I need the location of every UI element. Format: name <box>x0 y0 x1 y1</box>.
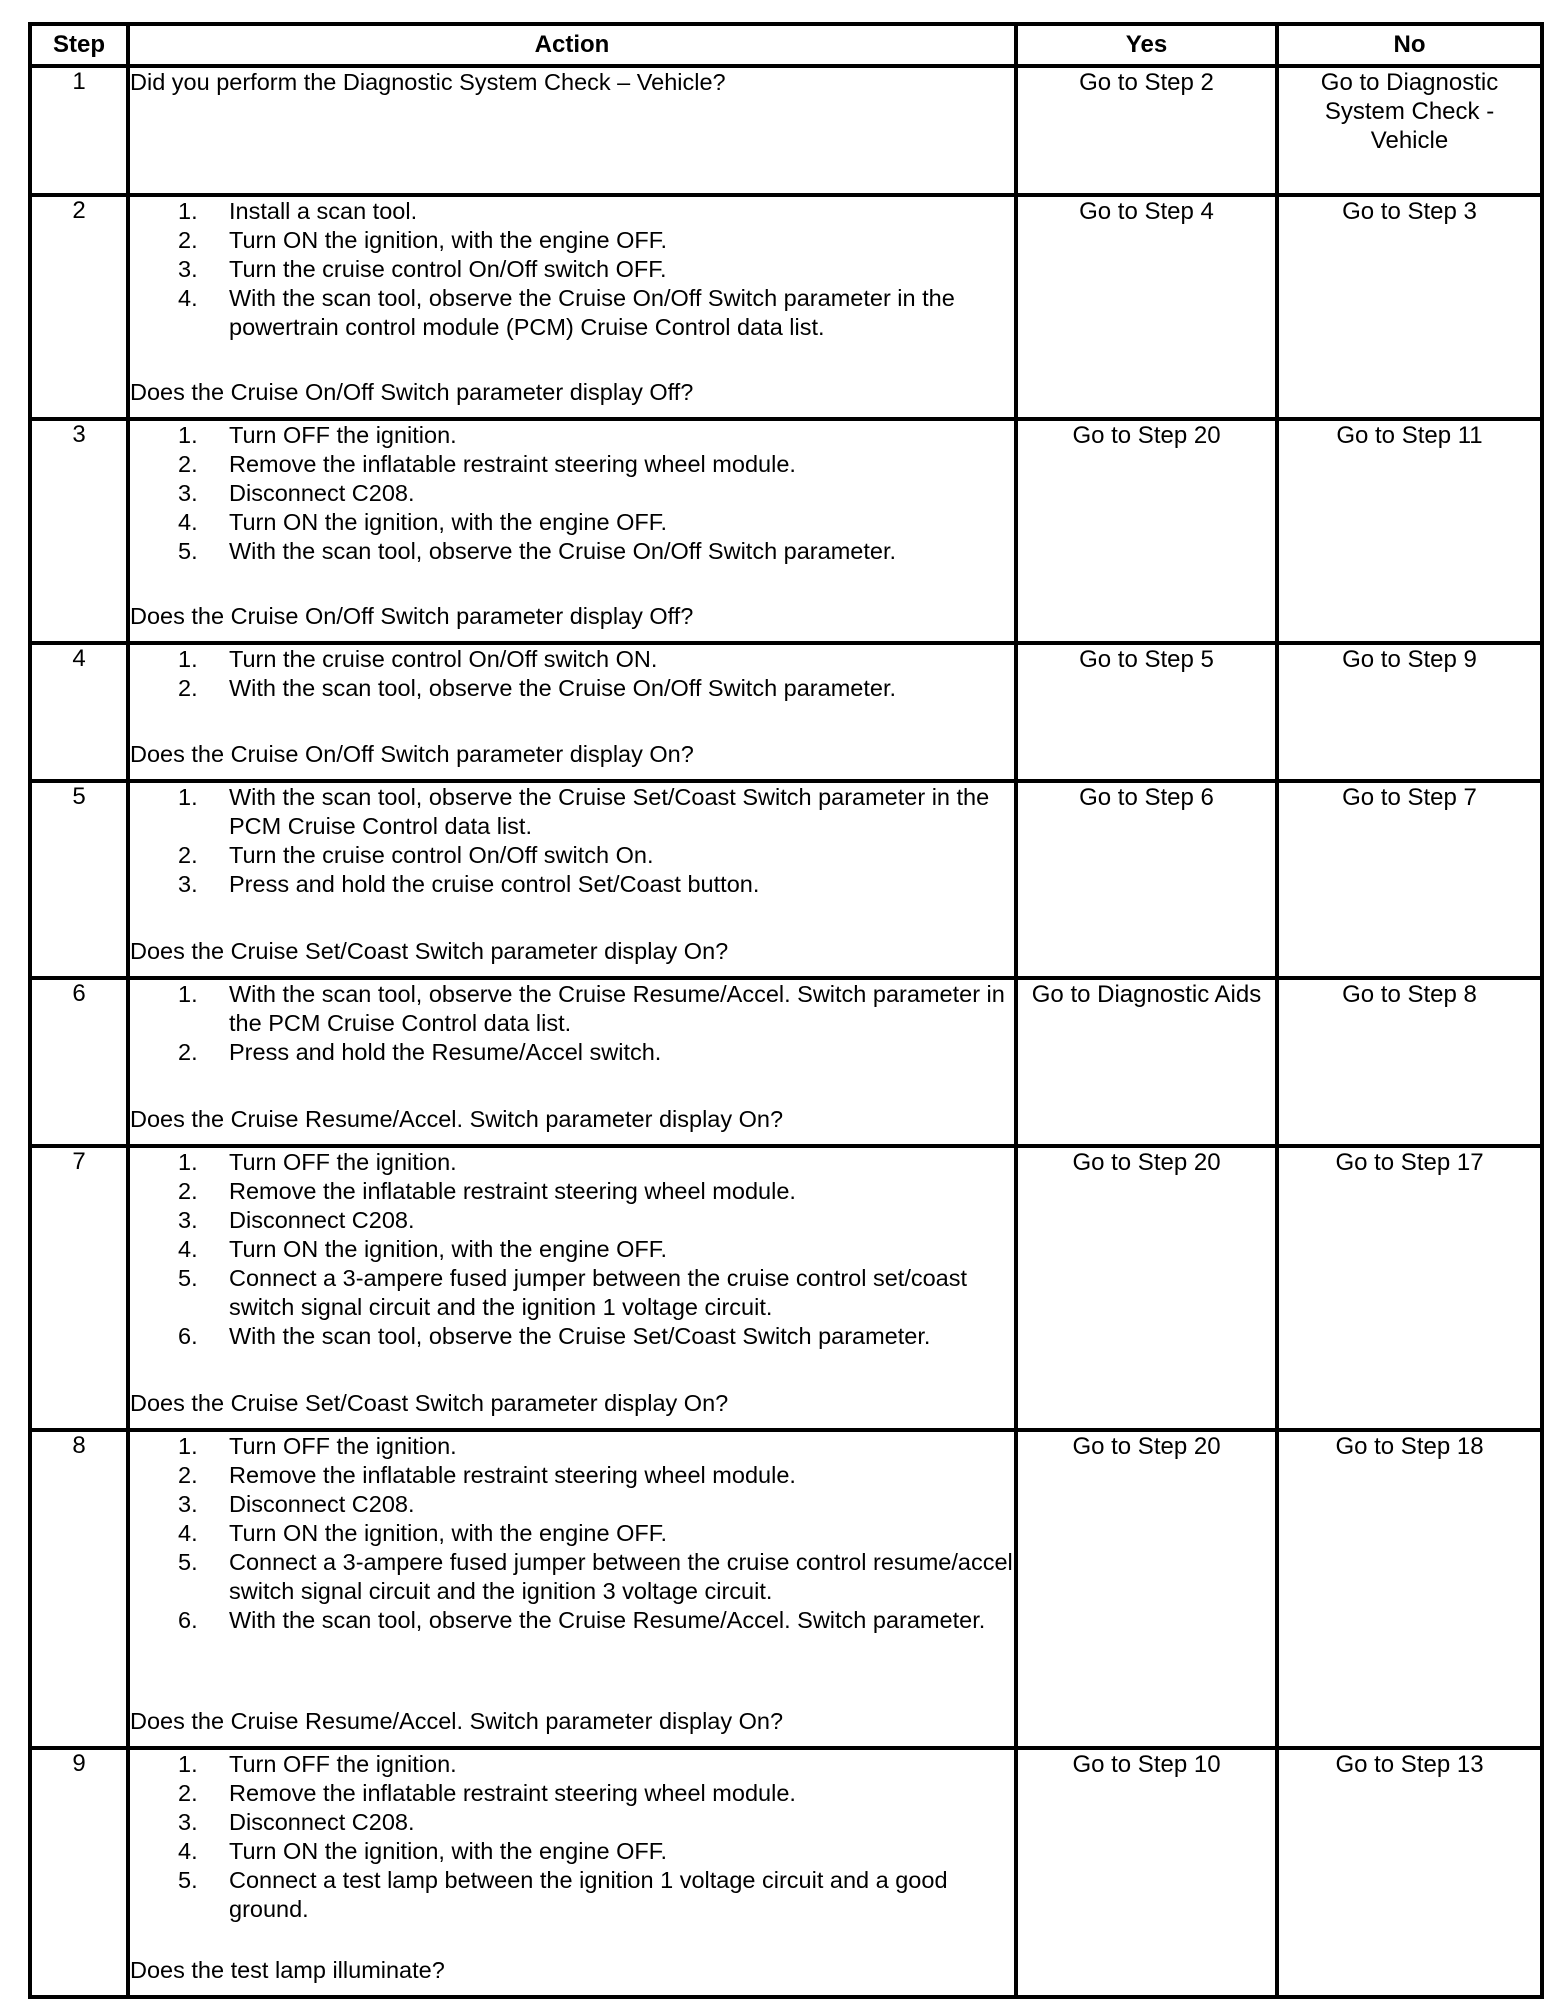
substep-number: 2. <box>178 1780 198 1806</box>
yes-result: Go to Step 2 <box>1016 66 1277 195</box>
substep-text: Turn ON the ignition, with the engine OFF. <box>229 227 668 253</box>
yes-result: Go to Diagnostic Aids <box>1016 978 1277 1146</box>
substep-text: Connect a 3-ampere fused jumper between the cruise control resume/accel switch signal circuit and the ignition 3 voltage circuit. <box>229 1549 1013 1604</box>
substep-item <box>130 870 1014 899</box>
substep-number: 2. <box>178 675 198 701</box>
substep-item <box>130 1432 1014 1461</box>
substep-number: 4. <box>178 285 198 311</box>
substep-item <box>130 1606 1014 1635</box>
substep-number: 2. <box>178 1039 198 1065</box>
substep-text: Press and hold the Resume/Accel switch. <box>229 1039 662 1065</box>
step-question: Does the Cruise Set/Coast Switch parameter display On? <box>130 1390 729 1416</box>
yes-result: Go to Step 4 <box>1016 195 1277 419</box>
step-number: 8 <box>30 1430 128 1748</box>
action-cell <box>128 1748 1016 1997</box>
substep-item <box>130 255 1014 284</box>
substep-item <box>130 1038 1014 1067</box>
substep-text: Turn the cruise control On/Off switch OFF. <box>229 256 667 282</box>
substep-text: Turn OFF the ignition. <box>229 1433 457 1459</box>
substep-item <box>130 1235 1014 1264</box>
action-cell <box>128 1146 1016 1430</box>
table-row <box>30 195 1542 419</box>
substep-text: Turn ON the ignition, with the engine OFF. <box>229 1236 668 1262</box>
substep-text: Remove the inflatable restraint steering wheel module. <box>229 1780 796 1806</box>
step-number: 7 <box>30 1146 128 1430</box>
substep-item <box>130 841 1014 870</box>
substep-list <box>130 645 1014 740</box>
substep-text: Remove the inflatable restraint steering wheel module. <box>229 1462 796 1488</box>
step-question: Does the Cruise On/Off Switch parameter display Off? <box>130 379 694 405</box>
action-cell <box>128 1430 1016 1748</box>
no-result: Go to Step 11 <box>1277 419 1542 643</box>
substep-number: 4. <box>178 1236 198 1262</box>
substep-list <box>130 421 1014 602</box>
substep-number: 2. <box>178 842 198 868</box>
yes-result: Go to Step 10 <box>1016 1748 1277 1997</box>
substep-item <box>130 980 1014 1038</box>
substep-number: 1. <box>178 198 198 224</box>
substep-item <box>130 1779 1014 1808</box>
substep-text: Connect a test lamp between the ignition 1 voltage circuit and a good ground. <box>229 1867 948 1922</box>
substep-number: 4. <box>178 1520 198 1546</box>
substep-text: Connect a 3-ampere fused jumper between the cruise control set/coast switch signal circuit and the ignition 1 voltage circuit. <box>229 1265 968 1320</box>
substep-number: 3. <box>178 1809 198 1835</box>
yes-result: Go to Step 6 <box>1016 781 1277 978</box>
table-row <box>30 1748 1542 1997</box>
substep-text: Turn ON the ignition, with the engine OFF. <box>229 1838 668 1864</box>
substep-item <box>130 1808 1014 1837</box>
substep-text: With the scan tool, observe the Cruise On/Off Switch parameter. <box>229 538 897 564</box>
action-cell <box>128 419 1016 643</box>
table-row <box>30 66 1542 195</box>
action-cell <box>128 195 1016 419</box>
no-result: Go to Step 3 <box>1277 195 1542 419</box>
step-number: 3 <box>30 419 128 643</box>
header-step: Step <box>30 24 128 66</box>
table-row <box>30 978 1542 1146</box>
step-question: Does the Cruise Resume/Accel. Switch parameter display On? <box>130 1708 784 1734</box>
substep-text: Press and hold the cruise control Set/Coast button. <box>229 871 760 897</box>
substep-text: Turn the cruise control On/Off switch ON. <box>229 646 658 672</box>
substep-number: 2. <box>178 1178 198 1204</box>
substep-text: With the scan tool, observe the Cruise Set/Coast Switch parameter. <box>229 1323 931 1349</box>
table-row <box>30 781 1542 978</box>
substep-item <box>130 1837 1014 1866</box>
substep-item <box>130 197 1014 226</box>
action-cell <box>128 978 1016 1146</box>
substep-item <box>130 1264 1014 1322</box>
step-number: 9 <box>30 1748 128 1997</box>
substep-number: 3. <box>178 480 198 506</box>
header-row <box>30 24 1542 66</box>
substep-item <box>130 1519 1014 1548</box>
step-number: 5 <box>30 781 128 978</box>
substep-item <box>130 1866 1014 1924</box>
step-question: Does the Cruise On/Off Switch parameter display Off? <box>130 603 694 629</box>
substep-item <box>130 1750 1014 1779</box>
substep-number: 5. <box>178 1265 198 1291</box>
substep-item <box>130 645 1014 674</box>
substep-number: 1. <box>178 1751 198 1777</box>
step-question: Does the Cruise Set/Coast Switch parameter display On? <box>130 938 729 964</box>
substep-number: 2. <box>178 451 198 477</box>
substep-text: Turn the cruise control On/Off switch On. <box>229 842 654 868</box>
yes-result: Go to Step 5 <box>1016 643 1277 781</box>
step-number: 1 <box>30 66 128 195</box>
table-row <box>30 1430 1542 1748</box>
yes-result: Go to Step 20 <box>1016 1430 1277 1748</box>
substep-list <box>130 197 1014 378</box>
substep-number: 4. <box>178 509 198 535</box>
substep-item <box>130 783 1014 841</box>
substep-text: Remove the inflatable restraint steering wheel module. <box>229 451 796 477</box>
table-body <box>30 66 1542 1997</box>
substep-number: 6. <box>178 1607 198 1633</box>
substep-number: 1. <box>178 646 198 672</box>
substep-number: 5. <box>178 1867 198 1893</box>
step-question: Does the test lamp illuminate? <box>130 1957 445 1983</box>
action-cell <box>128 781 1016 978</box>
substep-item <box>130 537 1014 566</box>
table-row <box>30 1146 1542 1430</box>
substep-item <box>130 1322 1014 1351</box>
substep-number: 2. <box>178 1462 198 1488</box>
substep-text: With the scan tool, observe the Cruise On/Off Switch parameter in the powertrain control module (PCM) Cruise Control data list. <box>229 285 955 340</box>
substep-number: 3. <box>178 1207 198 1233</box>
substep-list <box>130 1750 1014 1956</box>
table-row <box>30 419 1542 643</box>
substep-item <box>130 284 1014 342</box>
no-result: Go to Step 7 <box>1277 781 1542 978</box>
substep-text: Remove the inflatable restraint steering wheel module. <box>229 1178 796 1204</box>
substep-number: 1. <box>178 1149 198 1175</box>
substep-text: Install a scan tool. <box>229 198 418 224</box>
substep-number: 4. <box>178 1838 198 1864</box>
substep-number: 5. <box>178 1549 198 1575</box>
no-result: Go to Step 17 <box>1277 1146 1542 1430</box>
no-result: Go to Step 9 <box>1277 643 1542 781</box>
substep-text: Disconnect C208. <box>229 480 415 506</box>
substep-item <box>130 450 1014 479</box>
substep-number: 1. <box>178 981 198 1007</box>
step-number: 4 <box>30 643 128 781</box>
substep-number: 6. <box>178 1323 198 1349</box>
no-result: Go to Step 8 <box>1277 978 1542 1146</box>
substep-text: Turn OFF the ignition. <box>229 422 457 448</box>
action-cell <box>128 643 1016 781</box>
substep-number: 5. <box>178 538 198 564</box>
substep-number: 3. <box>178 256 198 282</box>
substep-number: 3. <box>178 871 198 897</box>
diagnostic-table <box>28 22 1544 1999</box>
substep-text: Disconnect C208. <box>229 1207 415 1233</box>
substep-item <box>130 508 1014 537</box>
header-yes: Yes <box>1016 24 1277 66</box>
step-question: Does the Cruise Resume/Accel. Switch parameter display On? <box>130 1106 784 1132</box>
substep-text: Turn ON the ignition, with the engine OFF. <box>229 1520 668 1546</box>
substep-list <box>130 1148 1014 1389</box>
substep-number: 2. <box>178 227 198 253</box>
header-no: No <box>1277 24 1542 66</box>
substep-item <box>130 226 1014 255</box>
substep-item <box>130 1177 1014 1206</box>
header-action: Action <box>128 24 1016 66</box>
substep-item <box>130 1148 1014 1177</box>
substep-item <box>130 479 1014 508</box>
action-cell <box>128 66 1016 195</box>
step-number: 6 <box>30 978 128 1146</box>
substep-item <box>130 1461 1014 1490</box>
substep-text: Disconnect C208. <box>229 1809 415 1835</box>
substep-list <box>130 980 1014 1105</box>
no-result: Go to Step 13 <box>1277 1748 1542 1997</box>
step-number: 2 <box>30 195 128 419</box>
substep-item <box>130 674 1014 703</box>
substep-item <box>130 1206 1014 1235</box>
no-result: Go to Step 18 <box>1277 1430 1542 1748</box>
yes-result: Go to Step 20 <box>1016 419 1277 643</box>
substep-text: With the scan tool, observe the Cruise Resume/Accel. Switch parameter. <box>229 1607 986 1633</box>
substep-number: 1. <box>178 784 198 810</box>
substep-item <box>130 421 1014 450</box>
yes-result: Go to Step 20 <box>1016 1146 1277 1430</box>
no-result: Go to Diagnostic System Check - Vehicle <box>1277 66 1542 195</box>
substep-text: With the scan tool, observe the Cruise On/Off Switch parameter. <box>229 675 897 701</box>
substep-text: Disconnect C208. <box>229 1491 415 1517</box>
substep-text: With the scan tool, observe the Cruise Set/Coast Switch parameter in the PCM Cruise Control data list. <box>229 784 990 839</box>
table-row <box>30 643 1542 781</box>
substep-list <box>130 783 1014 937</box>
substep-text: Turn OFF the ignition. <box>229 1149 457 1175</box>
substep-number: 1. <box>178 422 198 448</box>
substep-item <box>130 1548 1014 1606</box>
substep-list <box>130 1432 1014 1707</box>
substep-number: 3. <box>178 1491 198 1517</box>
step-question: Did you perform the Diagnostic System Check – Vehicle? <box>130 69 726 95</box>
substep-item <box>130 1490 1014 1519</box>
substep-text: With the scan tool, observe the Cruise Resume/Accel. Switch parameter in the PCM Cruise Control data list. <box>229 981 1005 1036</box>
substep-number: 1. <box>178 1433 198 1459</box>
substep-text: Turn OFF the ignition. <box>229 1751 457 1777</box>
substep-text: Turn ON the ignition, with the engine OFF. <box>229 509 668 535</box>
step-question: Does the Cruise On/Off Switch parameter display On? <box>130 741 694 767</box>
